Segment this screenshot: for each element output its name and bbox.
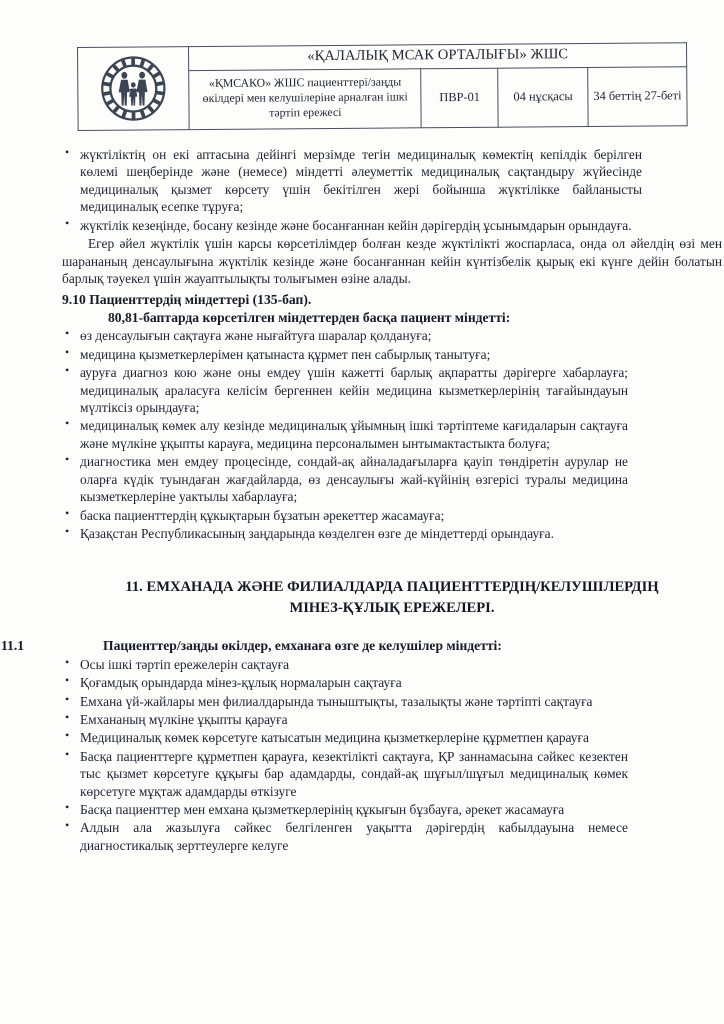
- section-9-10-heading: [62, 292, 722, 308]
- section-11-title-line1: 11. ЕМХАНАДА ЖӘНЕ ФИЛИАЛДАРДА ПАЦИЕНТТЕРДІҢ/КЕЛУШІЛЕРДІҢ: [125, 579, 659, 596]
- list-item: • Емхана үй-жайлары мен филиалдарында тыныштықты, тазалықты және тәртіпті сақтауға: [62, 693, 628, 710]
- doc-page-number: 34 беттің 27-беті: [588, 67, 687, 127]
- section-11-1-heading: [1, 637, 722, 654]
- visitor-duties-list: [62, 656, 628, 855]
- list-item: • ауруға диагноз кою және оны емдеу үшін кажетті барлық ақпаратты дәрігерге хабарлауға; медициналық араласуға келісім бергеннен кейін медицина кызметкерлерінің тағайындауын мүлтіксіз орындауға;: [62, 364, 628, 416]
- family-in-gear-icon: [96, 51, 171, 126]
- org-title: «ҚАЛАЛЫҚ МСАК ОРТАЛЫҒЫ» ЖШС: [189, 43, 687, 71]
- list-item: • диагностика мен емдеу процесінде, сондай-ақ айналадағыларға қауіп төндіретін аурулар не оларға күдік туындаған жағдайларда, өз денсаулығы жай-күйінің өзгерісі туралы медицина кызметкерлеріне уактылы хабарлауға;: [62, 453, 628, 505]
- logo-cell: [78, 47, 190, 131]
- list-item: • медицина қызметкерлерімен қатынаста құрмет пен сабырлық танытуға;: [62, 346, 628, 363]
- list-item: • Медициналық көмек көрсетуге катысатын медицина қызметкерлеріне құрметпен қарауға: [62, 729, 628, 746]
- list-item: • медициналық көмек алу кезінде медициналық ұйымның ішкі тәртіптеме кағидаларын сақтауға және мүлкіне ұқыпты карауға, медицина персоналымен ынтымактастыкта болуға;: [62, 417, 628, 452]
- list-item: • Қоғамдық орындарда мінез-құлық нормаларын сақтауға: [62, 674, 628, 691]
- section-9-10-subtitle: 80,81-баптарда көрсетілген міндеттерден басқа пациент міндетті:: [108, 310, 511, 326]
- section-11-title-line2: МІНЕЗ-ҚҰЛЫҚ ЕРЕЖЕЛЕРІ.: [289, 599, 495, 616]
- document-body: [1, 146, 722, 855]
- list-item: • Қазақстан Республикасының заңдарында көзделген өзге де міндеттерді орындауға.: [62, 525, 628, 542]
- section-11-1-number: 11.1: [1, 637, 25, 653]
- doc-version: 04 нұсқасы: [498, 68, 588, 128]
- document-header-table: [77, 42, 688, 131]
- doc-title: «ҚМСАКО» ЖШС пациенттері/заңды өкілдері мен келушілеріне арналған ішкі тәртіп ережесі: [189, 69, 421, 130]
- patient-duties-list: [62, 327, 628, 542]
- section-9-10-number: 9.10: [62, 292, 86, 308]
- list-item: • Емхананың мүлкіне ұқыпты қарауға: [62, 711, 628, 728]
- pregnancy-paragraph: Егер әйел жүктілік үшін карсы көрсетілімдер болған кезде жүктілікті жоспарласа, онда ол әйелдің өзі мен шарананың денсаулығына жүктілік кезінде және босанғаннан кейін күнтізбелік қырық екі күнге дейін болатын барлық тәуекел үшін жауаптылықты толығымен өзіне алады.: [62, 236, 722, 286]
- section-9-10-title: Пациенттердің міндеттері (135-бап).: [89, 292, 312, 308]
- list-item: • Басқа пациенттер мен емхана қызметкерлерінің құкығын бұзбауға, әрекет жасамауға: [62, 801, 628, 818]
- list-item: • өз денсаулығын сақтауға және нығайтуға шаралар қолдануға;: [62, 327, 628, 344]
- list-item: • жүктілік кезеңінде, босану кезінде және босанғаннан кейін дәрігердің ұсынымдарын орындауға.: [62, 217, 642, 234]
- list-item: • Осы ішкі тәртіп ережелерін сақтауға: [62, 656, 628, 673]
- list-item: • Басқа пациенттерге құрметпен қарауға, кезектілікті сақтауға, ҚР заннамасына сәйкес кезектен тыс қызмет көрсетуге құқығы бар адамдарды, сондай-ақ шұғыл/шұғыл медициналық көмек көрсетуге мұқтаж адамдарды өткізуге: [62, 748, 628, 800]
- section-11-heading: [62, 577, 722, 617]
- list-item: • жүктіліктің он екі аптасына дейінгі мерзімде тегін медициналық көмектің кепілдік берілген көлемі шеңберінде және (немесе) міндетті әлеуметтік медициналық сақтандыру жүйесінде медициналық қызмет көрсету үшін бекітілген жері бойынша жүктілікке байланысты медициналық есепке тұруға;: [62, 146, 642, 216]
- section-11-1-title: Пациенттер/заңды өкілдер, емханаға өзге де келушілер міндетті:: [103, 637, 502, 653]
- list-item: • Алдын ала жазылуға сәйкес белгіленген уақытта дәрігердің кабылдауына немесе диагностикалық зерттеулерге келуге: [62, 819, 628, 854]
- list-item: • баска пациенттердің құкықтарын бұзатын әрекеттер жасамауға;: [62, 507, 628, 524]
- doc-code: ПВР-01: [421, 68, 499, 128]
- top-bullet-list: [62, 146, 642, 234]
